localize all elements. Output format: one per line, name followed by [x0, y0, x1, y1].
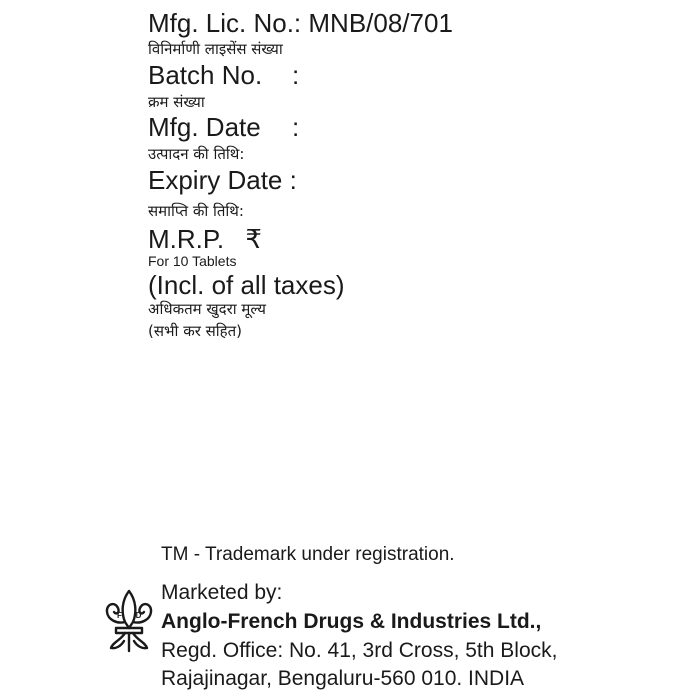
mfg-date-colon: : — [292, 112, 300, 142]
mfg-license-row — [148, 8, 453, 38]
mfg-date-label: Mfg. Date — [148, 112, 261, 142]
mfg-license-value: MNB/08/701 — [308, 8, 453, 38]
taxes-note: (Incl. of all taxes) — [148, 270, 345, 300]
fleur-de-lis-icon — [103, 588, 155, 654]
rupee-symbol: ₹ — [245, 224, 262, 254]
trademark-note: TM - Trademark under registration. — [161, 544, 455, 565]
logo-letter-f: F — [117, 611, 122, 620]
expiry-date-label: Expiry Date : — [148, 165, 297, 195]
address-line2: Rajajinagar, Bengaluru-560 010. INDIA — [161, 667, 525, 690]
mfg-date-hindi: उत्पादन की तिथि: — [148, 145, 245, 163]
batch-number-hindi: क्रम संख्या — [148, 93, 205, 111]
expiry-date-hindi: समाप्ति की तिथि: — [148, 202, 244, 220]
batch-number-label: Batch No. — [148, 60, 263, 90]
mrp-label: M.R.P. — [148, 224, 225, 254]
marketed-by-label: Marketed by: — [161, 581, 283, 604]
mrp-hindi-line2: (सभी कर सहित) — [148, 322, 243, 340]
logo-letter-d: D — [135, 611, 142, 620]
mrp-row — [148, 224, 262, 254]
mfg-license-hindi: विनिर्माणी लाइसेंस संख्या — [148, 40, 283, 58]
company-name: Anglo-French Drugs & Industries Ltd., — [161, 610, 542, 633]
address-line1: Regd. Office: No. 41, 3rd Cross, 5th Block, — [161, 639, 558, 662]
mfg-license-label: Mfg. Lic. No.: — [148, 8, 302, 38]
batch-number-colon: : — [292, 60, 300, 90]
mrp-hindi-line1: अधिकतम खुदरा मूल्य — [148, 300, 266, 318]
pack-size: For 10 Tablets — [148, 253, 237, 269]
